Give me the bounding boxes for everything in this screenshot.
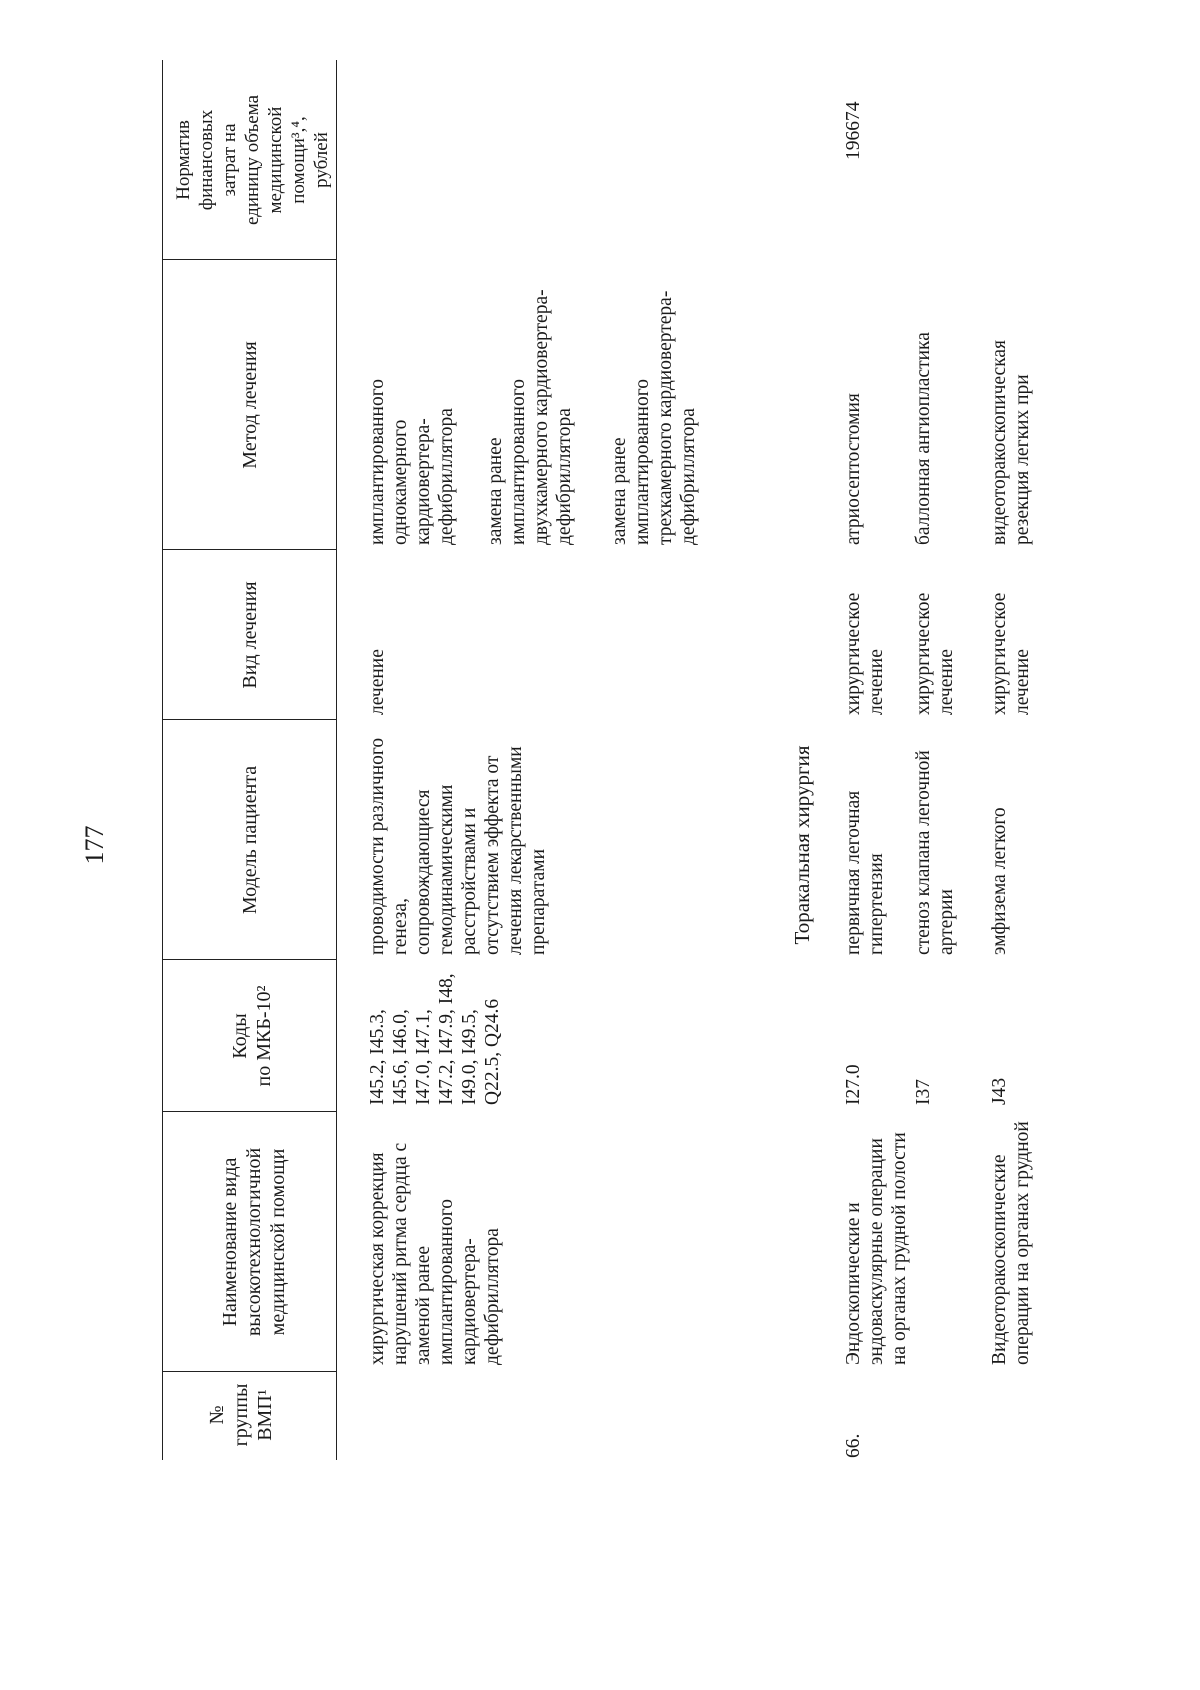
continued-vmp-name: хирургическая коррекция нарушений ритма сердца с заменой ранее имплантированного кардиовертера- дефибриллятора [367, 1142, 503, 1365]
group-66-row-1-model: первичная легочная гипертензия [843, 790, 887, 955]
group-66-row-1-treatment-type: хирургическое лечение [843, 592, 887, 715]
section-title-thoracic-surgery: Торакальная хирургия [790, 745, 814, 945]
continued-method-2: замена ранее имплантированного двухкамерного кардиовертера- дефибриллятора [485, 289, 575, 545]
group-66-number: 66. [843, 1433, 864, 1458]
header-icd-codes: Коды по МКБ-10² [229, 985, 275, 1087]
header-financial-normative: Норматив финансовых затрат на единицу объема медицинской помощи³,⁴, рублей [173, 94, 332, 226]
next-group-model: эмфизема легкого [989, 807, 1010, 955]
header-treatment-method: Метод лечения [239, 341, 261, 469]
continued-treatment-type: лечение [367, 649, 388, 715]
group-66-normative: 196674 [843, 101, 864, 160]
continued-patient-model: проводимости различного генеза, сопровождающиеся гемодинамическими расстройствами и отсутствием эффекта от лечения лекарственными препаратами [367, 737, 549, 955]
group-66-row-2-treatment-type: хирургическое лечение [913, 592, 957, 715]
header-patient-model: Модель пациента [239, 765, 261, 915]
group-66-row-2-model: стеноз клапана легочной артерии [913, 750, 957, 955]
header-treatment-type: Вид лечения [239, 581, 261, 689]
next-group-treatment-type: хирургическое лечение [989, 592, 1033, 715]
header-group-number: № группы ВМП¹ [206, 1383, 276, 1447]
next-group-vmp-name: Видеоторакоскопические операции на органах грудной [989, 1121, 1033, 1365]
next-group-method: видеоторакоскопическая резекция легких при [989, 339, 1033, 545]
header-vmp-name: Наименование вида высокотехнологичной медицинской помощи [219, 1147, 289, 1337]
group-66-vmp-name: Эндоскопические и эндоваскулярные операции на органах грудной полости [843, 1132, 910, 1365]
continued-icd-codes: I45.2, I45.3, I45.6, I46.0, I47.0, I47.1, I47.2, I47.9, I48, I49.0, I49.5, Q22.5, Q24.6 [367, 973, 503, 1105]
continued-method-3: замена ранее имплантированного трехкамерного кардиовертера- дефибриллятора [609, 290, 699, 545]
continued-method-1: имплантированного однокамерного кардиовертера- дефибриллятора [367, 379, 457, 545]
next-group-codes: J43 [989, 1077, 1010, 1105]
group-66-row-2-codes: I37 [913, 1079, 934, 1105]
table-header-bottom-rule [336, 60, 337, 1460]
group-66-row-1-codes: I27.0 [843, 1064, 864, 1105]
group-66-row-1-method: атриосептостомия [843, 393, 864, 545]
page-number: 177 [80, 825, 109, 865]
table-top-rule [162, 60, 163, 1460]
group-66-row-2-method: баллонная ангиопластика [913, 332, 934, 545]
